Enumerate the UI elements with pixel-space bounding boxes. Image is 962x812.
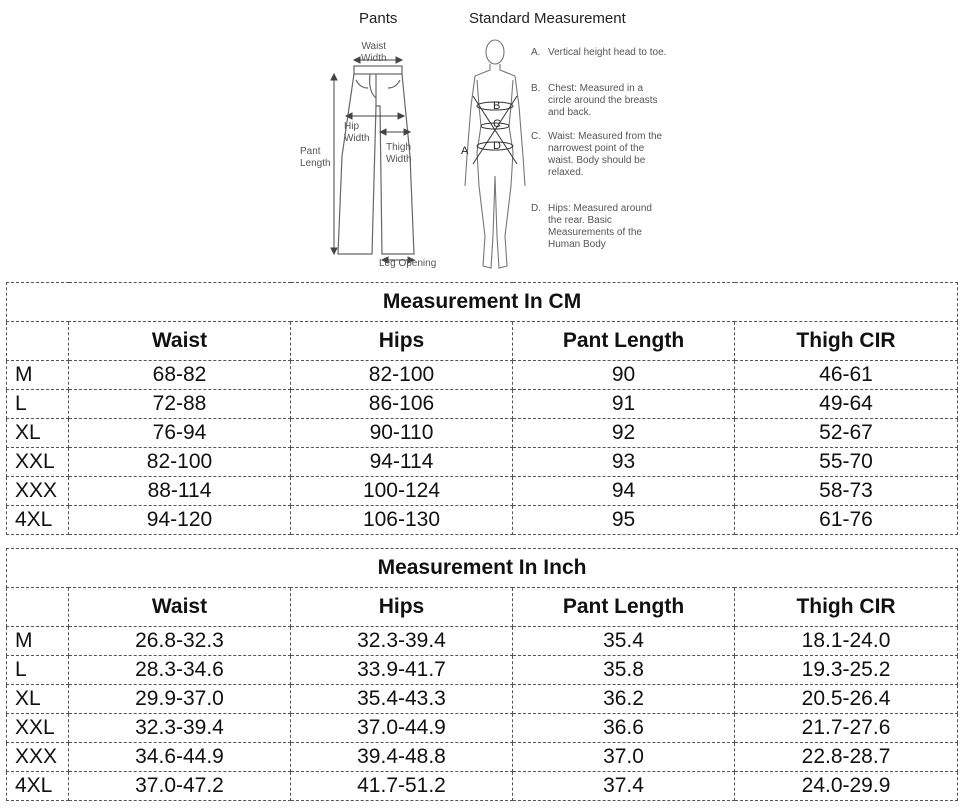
table-cell: 29.9-37.0	[69, 685, 291, 714]
table-cell: 21.7-27.6	[735, 714, 958, 743]
header-cell: Hips	[291, 322, 513, 361]
table-row	[7, 361, 958, 390]
table-cell: 88-114	[69, 477, 291, 506]
table-cell: 90-110	[291, 419, 513, 448]
waist-width-label: Waist Width	[361, 41, 387, 64]
table-row	[7, 714, 958, 743]
table-cell: 58-73	[735, 477, 958, 506]
table-cell: 82-100	[291, 361, 513, 390]
size-cell: XL	[7, 419, 69, 448]
table-cell: 37.4	[513, 772, 735, 801]
pant-length-label: Pant Length	[300, 146, 331, 169]
table-row	[7, 627, 958, 656]
table-row	[7, 772, 958, 801]
table-cell: 37.0-44.9	[291, 714, 513, 743]
table-cell: 20.5-26.4	[735, 685, 958, 714]
table-cell: 41.7-51.2	[291, 772, 513, 801]
table-cell: 86-106	[291, 390, 513, 419]
table-row	[7, 477, 958, 506]
thigh-width-label: Thigh Width	[386, 142, 412, 165]
table-row	[7, 743, 958, 772]
table-cell: 55-70	[735, 448, 958, 477]
header-cell: Thigh CIR	[735, 588, 958, 627]
table-header-row	[7, 588, 958, 627]
table-cell: 94-120	[69, 506, 291, 535]
header-cell	[7, 322, 69, 361]
size-cell: 4XL	[7, 506, 69, 535]
size-table-inch	[6, 548, 958, 801]
table-cell: 37.0-47.2	[69, 772, 291, 801]
table-cell: 22.8-28.7	[735, 743, 958, 772]
table-cell: 106-130	[291, 506, 513, 535]
letter-b: B	[493, 100, 501, 112]
header-cell: Waist	[69, 588, 291, 627]
pants-title: Pants	[359, 10, 398, 27]
hip-width-label: Hip Width	[344, 121, 370, 144]
size-cell: 4XL	[7, 772, 69, 801]
table-cell: 18.1-24.0	[735, 627, 958, 656]
table-cell: 28.3-34.6	[69, 656, 291, 685]
table-cell: 35.8	[513, 656, 735, 685]
table-cell: 82-100	[69, 448, 291, 477]
header-cell: Pant Length	[513, 322, 735, 361]
header-cell: Waist	[69, 322, 291, 361]
table-cell: 76-94	[69, 419, 291, 448]
table-cell: 72-88	[69, 390, 291, 419]
size-cell: M	[7, 361, 69, 390]
size-illustration: Pants Standard Measurement Waist Width Hip Width Thigh Width Pant Length Leg Opening B C D A A. Vertical height head to toe. B. Chest: Measured in a circle around the breasts and back. C. Waist: Measured from the narrowest point of the waist. Body should be relaxed. D. Hips: Measured around the rear. Basic Measurements of the Human Body	[0, 0, 962, 276]
table-cell: 36.2	[513, 685, 735, 714]
table-row	[7, 685, 958, 714]
table-cell: 35.4	[513, 627, 735, 656]
table-cell: 19.3-25.2	[735, 656, 958, 685]
table-cell: 94	[513, 477, 735, 506]
size-cell: L	[7, 656, 69, 685]
standard-measurement-title: Standard Measurement	[469, 10, 626, 27]
table-title: Measurement In Inch	[7, 549, 958, 588]
table-row	[7, 390, 958, 419]
letter-c: C	[493, 118, 501, 130]
table-cell: 68-82	[69, 361, 291, 390]
table-cell: 61-76	[735, 506, 958, 535]
letter-d: D	[493, 140, 501, 152]
table-cell: 92	[513, 419, 735, 448]
table-cell: 52-67	[735, 419, 958, 448]
table-row	[7, 656, 958, 685]
header-cell: Hips	[291, 588, 513, 627]
header-cell: Thigh CIR	[735, 322, 958, 361]
size-cell: XL	[7, 685, 69, 714]
size-cell: L	[7, 390, 69, 419]
size-cell: XXX	[7, 477, 69, 506]
table-cell: 37.0	[513, 743, 735, 772]
leg-opening-label: Leg Opening	[379, 258, 437, 269]
table-cell: 34.6-44.9	[69, 743, 291, 772]
table-cell: 36.6	[513, 714, 735, 743]
table-cell: 95	[513, 506, 735, 535]
table-cell: 94-114	[291, 448, 513, 477]
size-cell: M	[7, 627, 69, 656]
header-cell	[7, 588, 69, 627]
table-cell: 39.4-48.8	[291, 743, 513, 772]
table-cell: 46-61	[735, 361, 958, 390]
table-title: Measurement In CM	[7, 283, 958, 322]
table-cell: 91	[513, 390, 735, 419]
table-cell: 93	[513, 448, 735, 477]
size-table-cm	[6, 282, 958, 535]
table-cell: 26.8-32.3	[69, 627, 291, 656]
size-cell: XXX	[7, 743, 69, 772]
table-cell: 49-64	[735, 390, 958, 419]
table-cell: 24.0-29.9	[735, 772, 958, 801]
table-row	[7, 506, 958, 535]
table-cell: 33.9-41.7	[291, 656, 513, 685]
table-header-row	[7, 322, 958, 361]
size-cell: XXL	[7, 714, 69, 743]
letter-a: A	[461, 145, 469, 157]
table-cell: 35.4-43.3	[291, 685, 513, 714]
table-row	[7, 419, 958, 448]
table-cell: 90	[513, 361, 735, 390]
size-cell: XXL	[7, 448, 69, 477]
table-cell: 32.3-39.4	[291, 627, 513, 656]
table-row	[7, 448, 958, 477]
table-cell: 32.3-39.4	[69, 714, 291, 743]
header-cell: Pant Length	[513, 588, 735, 627]
table-cell: 100-124	[291, 477, 513, 506]
